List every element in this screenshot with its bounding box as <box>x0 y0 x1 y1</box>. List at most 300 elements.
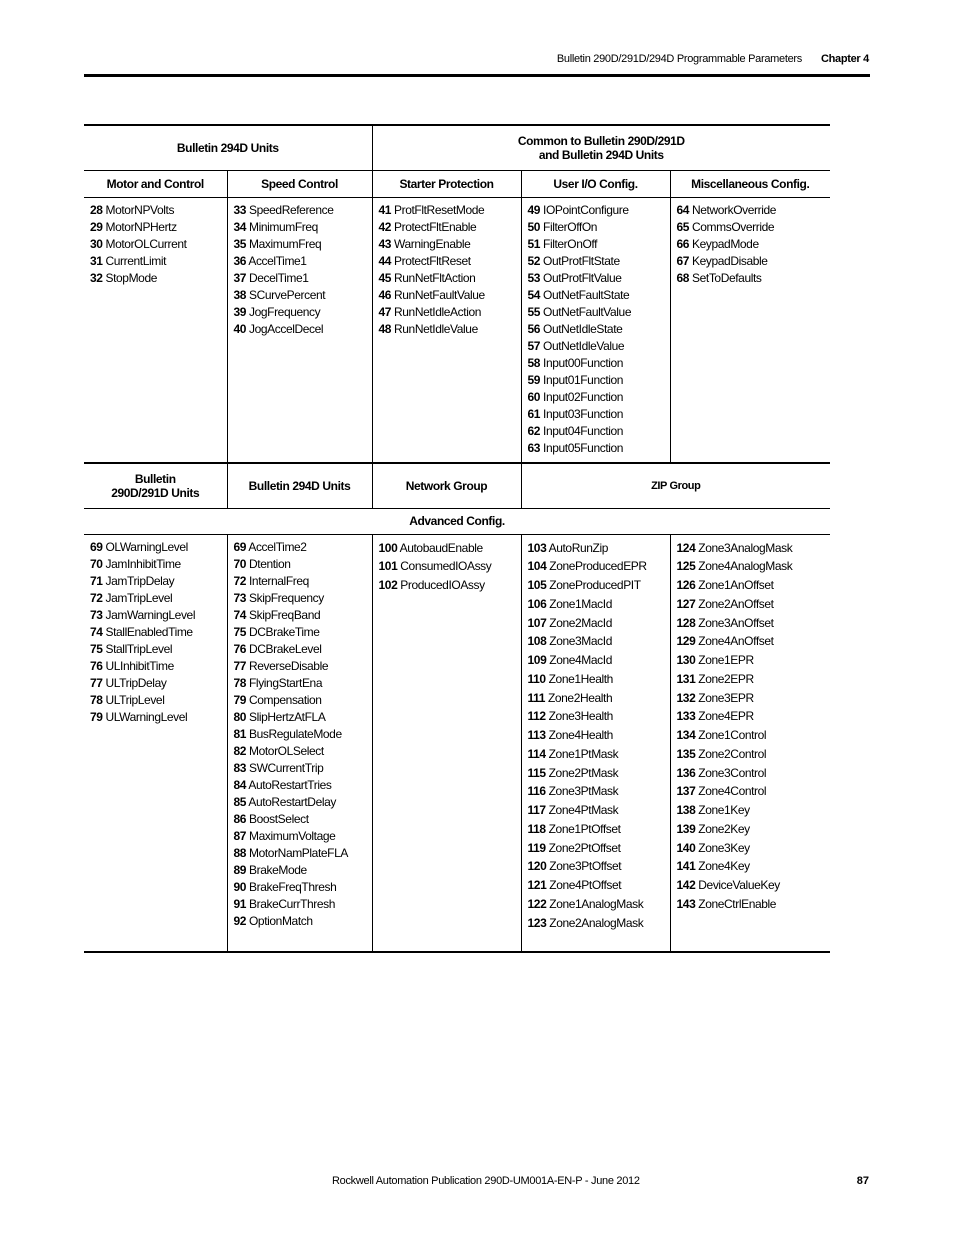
parameter-item <box>677 839 831 858</box>
parameter-name: Zone4AnOffset <box>698 634 774 649</box>
group-list-advanced-294d <box>227 534 372 952</box>
parameter-name: Zone3Key <box>698 840 750 855</box>
parameter-item <box>677 764 831 783</box>
parameter-item <box>234 287 372 304</box>
parameter-name: JamTripLevel <box>105 590 173 605</box>
parameter-number: 143 <box>676 896 696 911</box>
parameter-item <box>677 595 831 614</box>
parameter-name: Zone1MacId <box>549 596 612 611</box>
parameter-number: 73 <box>90 607 103 622</box>
parameter-item <box>677 707 831 726</box>
parameter-name: KeypadDisable <box>692 253 768 268</box>
parameter-number: 35 <box>233 236 247 251</box>
parameter-name: Zone2Health <box>547 690 613 705</box>
header-bulletin-294d-units: Bulletin 294D Units <box>84 125 372 170</box>
parameter-item <box>677 857 831 876</box>
parameter-name: ConsumedIOAssy <box>400 559 492 574</box>
parameter-number: 103 <box>527 540 547 555</box>
parameter-number: 121 <box>527 878 547 892</box>
parameter-name: StallTripLevel <box>105 641 173 656</box>
parameter-item <box>234 219 372 236</box>
parameter-name: MaximumFreq <box>249 236 322 251</box>
parameter-number: 113 <box>527 728 546 742</box>
parameter-name: OutNetFaultValue <box>543 304 632 319</box>
parameter-name: StallEnabledTime <box>105 624 193 639</box>
parameter-name: Zone1AnOffset <box>698 578 774 592</box>
parameter-item <box>379 219 521 236</box>
parameter-number: 102 <box>378 578 398 592</box>
group-list-zip-group-a <box>521 534 670 952</box>
parameter-number: 38 <box>233 287 247 302</box>
parameter-name: OutProtFltValue <box>543 270 622 285</box>
parameter-number: 101 <box>378 559 398 574</box>
parameter-number: 122 <box>527 896 547 911</box>
parameter-name: Zone4Health <box>548 728 613 742</box>
parameter-number: 45 <box>378 270 392 285</box>
parameter-item <box>528 236 670 253</box>
parameter-name: AutoRestartDelay <box>248 794 336 809</box>
parameter-name: MotorOLCurrent <box>105 236 187 251</box>
header-rule <box>84 74 870 77</box>
parameter-item <box>234 253 372 270</box>
parameter-name: Zone2PtOffset <box>548 840 621 855</box>
parameter-item <box>234 743 372 760</box>
footer-publication: Rockwell Automation Publication 290D-UM001A-EN-P - June 2012 <box>332 1175 640 1187</box>
parameter-number: 68 <box>676 270 690 285</box>
parameter-name: ULTripDelay <box>105 675 167 690</box>
parameter-name: SkipFrequency <box>249 590 324 605</box>
parameter-number: 117 <box>527 803 546 817</box>
parameter-number: 131 <box>676 671 696 686</box>
group-header-network-group: Network Group <box>372 463 521 508</box>
parameter-item <box>528 745 670 764</box>
group-header-bulletin-294d-units: Bulletin 294D Units <box>227 463 372 508</box>
parameter-item <box>234 692 372 709</box>
parameter-item <box>90 709 227 726</box>
parameter-number: 120 <box>527 859 547 874</box>
parameter-item <box>379 253 521 270</box>
parameter-name: RunNetIdleAction <box>394 304 482 319</box>
parameter-item <box>528 632 670 651</box>
parameter-number: 28 <box>90 202 103 217</box>
parameter-item <box>379 557 521 576</box>
parameter-name: Zone1Control <box>698 728 767 742</box>
parameter-item <box>677 801 831 820</box>
parameter-item <box>677 895 831 914</box>
parameter-number: 74 <box>233 607 247 622</box>
parameter-item <box>677 651 831 670</box>
parameter-item <box>234 845 372 862</box>
parameter-number: 118 <box>527 821 546 836</box>
parameter-item <box>528 321 670 338</box>
parameter-number: 63 <box>527 440 541 455</box>
parameter-name: RunNetFltAction <box>394 270 476 285</box>
parameter-item <box>677 576 831 595</box>
parameter-name: Zone1Key <box>698 803 750 817</box>
parameter-name: JogAccelDecel <box>249 321 324 336</box>
parameter-name: MotorNamPlateFLA <box>249 845 348 860</box>
parameter-groups-table <box>84 124 830 953</box>
parameter-item <box>677 557 831 576</box>
parameter-item <box>528 914 670 933</box>
parameter-number: 76 <box>233 641 247 656</box>
parameter-name: Input01Function <box>543 372 624 387</box>
parameter-name: DeviceValueKey <box>698 878 780 892</box>
parameter-item <box>234 828 372 845</box>
parameter-name: Input02Function <box>543 389 624 404</box>
parameter-number: 33 <box>233 202 247 217</box>
parameter-item <box>234 624 372 641</box>
parameter-name: Zone3PtMask <box>548 784 619 799</box>
parameter-item <box>528 389 670 406</box>
parameter-item <box>528 839 670 858</box>
parameter-item <box>528 820 670 839</box>
parameter-number: 62 <box>527 423 541 438</box>
group-list-starter-protection <box>372 197 521 463</box>
parameter-name: DCBrakeLevel <box>249 641 322 656</box>
parameter-name: BrakeMode <box>249 862 307 877</box>
parameter-item <box>234 726 372 743</box>
parameter-name: BoostSelect <box>249 811 309 826</box>
parameter-number: 105 <box>527 578 547 592</box>
parameter-item <box>90 556 227 573</box>
parameter-item <box>234 862 372 879</box>
parameter-name: CommsOverride <box>692 219 775 234</box>
parameter-name: Zone1AnalogMask <box>549 896 644 911</box>
parameter-name: Zone3Control <box>698 765 767 780</box>
parameter-item <box>234 607 372 624</box>
parameter-name: ULTripLevel <box>105 692 165 707</box>
parameter-item <box>677 614 831 633</box>
parameter-name: ZoneProducedEPR <box>549 559 647 574</box>
parameter-item <box>90 539 227 556</box>
parameter-number: 80 <box>233 709 247 724</box>
group-list-advanced-290d-291d <box>84 534 227 952</box>
parameter-name: RunNetIdleValue <box>394 321 478 336</box>
group-header-speed-control: Speed Control <box>227 170 372 197</box>
parameter-number: 71 <box>90 573 103 588</box>
parameter-number: 139 <box>676 821 696 836</box>
parameter-name: Zone3MacId <box>549 634 612 649</box>
parameter-number: 108 <box>527 634 547 649</box>
parameter-item <box>528 202 670 219</box>
parameter-name: OLWarningLevel <box>105 539 188 554</box>
parameter-name: BrakeCurrThresh <box>249 896 336 911</box>
parameter-number: 72 <box>90 590 103 605</box>
parameter-name: FilterOnOff <box>543 236 598 251</box>
parameter-number: 75 <box>90 641 103 656</box>
parameter-number: 129 <box>676 634 696 649</box>
parameter-item <box>528 689 670 708</box>
running-header-title: Bulletin 290D/291D/294D Programmable Parameters <box>556 53 802 65</box>
parameter-name: Zone4AnalogMask <box>698 559 793 574</box>
group-list-user-io-config <box>521 197 670 463</box>
parameter-number: 29 <box>90 219 103 234</box>
parameter-number: 114 <box>527 746 546 761</box>
parameter-item <box>528 895 670 914</box>
parameter-item <box>528 338 670 355</box>
parameter-number: 65 <box>676 219 690 234</box>
parameter-item <box>528 539 670 558</box>
parameter-number: 73 <box>233 590 247 605</box>
parameter-name: Zone2MacId <box>549 615 612 630</box>
parameter-number: 74 <box>90 624 103 639</box>
group-list-speed-control <box>227 197 372 463</box>
parameter-name: BusRegulateMode <box>249 726 342 741</box>
parameter-item <box>234 658 372 675</box>
parameter-item <box>528 557 670 576</box>
parameter-name: OptionMatch <box>249 913 313 928</box>
parameter-item <box>90 236 227 253</box>
parameter-number: 135 <box>676 746 696 761</box>
parameter-number: 36 <box>233 253 247 268</box>
parameter-name: OutNetIdleState <box>543 321 623 336</box>
parameter-name: FlyingStartEna <box>249 675 323 690</box>
parameter-number: 124 <box>676 540 696 555</box>
parameter-number: 140 <box>676 840 696 855</box>
parameter-number: 61 <box>527 406 541 421</box>
parameter-name: Zone3Health <box>548 709 613 724</box>
parameter-number: 41 <box>378 202 392 217</box>
parameter-number: 141 <box>676 859 696 874</box>
parameter-item <box>528 423 670 440</box>
parameter-name: Zone2Key <box>698 821 750 836</box>
parameter-item <box>234 539 372 556</box>
parameter-item <box>528 876 670 895</box>
parameter-item <box>234 709 372 726</box>
parameter-item <box>379 202 521 219</box>
parameter-item <box>90 675 227 692</box>
parameter-item <box>90 692 227 709</box>
parameter-number: 136 <box>676 765 696 780</box>
parameter-name: Zone2AnalogMask <box>549 915 644 930</box>
parameter-name: Input04Function <box>543 423 624 438</box>
parameter-number: 138 <box>676 803 696 817</box>
parameter-number: 84 <box>233 777 247 792</box>
parameter-name: ProtFltResetMode <box>394 202 485 217</box>
parameter-item <box>90 607 227 624</box>
header-common-units: Common to Bulletin 290D/291D and Bulletin 294D Units <box>372 125 830 170</box>
parameter-number: 109 <box>527 653 547 667</box>
parameter-name: Zone3EPR <box>698 690 754 705</box>
parameter-name: Zone2Control <box>698 746 767 761</box>
parameter-item <box>234 675 372 692</box>
parameter-number: 128 <box>676 615 696 630</box>
parameter-name: Zone4Key <box>698 859 750 874</box>
group-list-zip-group-b <box>670 534 830 952</box>
parameter-number: 86 <box>233 811 247 826</box>
parameter-name: JogFrequency <box>249 304 321 319</box>
parameter-name: WarningEnable <box>394 236 471 251</box>
parameter-number: 59 <box>527 372 541 387</box>
parameter-name: Input05Function <box>543 440 624 455</box>
group-header-motor-and-control: Motor and Control <box>84 170 227 197</box>
parameter-number: 37 <box>233 270 247 285</box>
group-header-misc-config: Miscellaneous Config. <box>670 170 830 197</box>
parameter-item <box>528 670 670 689</box>
parameter-number: 78 <box>233 675 247 690</box>
parameter-item <box>234 913 372 930</box>
parameter-number: 85 <box>233 794 247 809</box>
parameter-number: 43 <box>378 236 392 251</box>
parameter-name: AutoRunZip <box>548 540 608 555</box>
group-header-starter-protection: Starter Protection <box>372 170 521 197</box>
parameter-item <box>90 253 227 270</box>
parameter-name: Zone4MacId <box>549 653 612 667</box>
group-header-user-io-config: User I/O Config. <box>521 170 670 197</box>
parameter-item <box>90 202 227 219</box>
parameter-item <box>90 590 227 607</box>
parameter-name: AutobaudEnable <box>399 540 483 555</box>
parameter-number: 92 <box>233 913 247 928</box>
parameter-name: ZoneCtrlEnable <box>698 896 777 911</box>
parameter-name: Zone3PtOffset <box>549 859 622 874</box>
parameter-number: 64 <box>676 202 690 217</box>
parameter-name: MaximumVoltage <box>249 828 336 843</box>
parameter-item <box>677 782 831 801</box>
parameter-item <box>677 253 831 270</box>
parameter-name: Zone1PtOffset <box>548 821 621 836</box>
parameter-item <box>234 321 372 338</box>
parameter-item <box>379 576 521 595</box>
parameter-item <box>234 794 372 811</box>
parameter-number: 119 <box>527 840 546 855</box>
parameter-name: Zone2PtMask <box>548 765 619 780</box>
parameter-item <box>234 896 372 913</box>
parameter-name: Zone3AnalogMask <box>698 540 793 555</box>
parameter-item <box>234 641 372 658</box>
parameter-name: Dtention <box>249 556 291 571</box>
parameter-item <box>528 726 670 745</box>
parameter-number: 69 <box>90 539 103 554</box>
parameter-number: 88 <box>233 845 247 860</box>
parameter-item <box>528 440 670 457</box>
parameter-name: Input00Function <box>543 355 624 370</box>
parameter-number: 79 <box>233 692 247 707</box>
parameter-item <box>90 624 227 641</box>
group-list-misc-config <box>670 197 830 463</box>
parameter-number: 56 <box>527 321 541 336</box>
parameter-number: 127 <box>676 596 696 611</box>
parameter-item <box>234 760 372 777</box>
parameter-number: 82 <box>233 743 247 758</box>
parameter-number: 67 <box>676 253 690 268</box>
advanced-config-header: Advanced Config. <box>84 508 830 534</box>
parameter-item <box>528 707 670 726</box>
group-list-network-group <box>372 534 521 952</box>
parameter-item <box>379 304 521 321</box>
parameter-name: IOPointConfigure <box>543 202 629 217</box>
parameter-number: 83 <box>233 760 247 775</box>
parameter-item <box>234 202 372 219</box>
parameter-name: ZoneProducedPIT <box>549 578 641 592</box>
parameter-name: MinimumFreq <box>249 219 318 234</box>
parameter-item <box>234 590 372 607</box>
parameter-number: 115 <box>527 765 546 780</box>
parameter-name: OutNetIdleValue <box>543 338 625 353</box>
parameter-number: 47 <box>378 304 392 319</box>
parameter-name: MotorNPHertz <box>105 219 177 234</box>
parameter-number: 110 <box>527 671 546 686</box>
parameter-name: DCBrakeTime <box>249 624 320 639</box>
parameter-item <box>528 406 670 423</box>
parameter-item <box>677 539 831 558</box>
parameter-name: Zone1PtMask <box>548 746 619 761</box>
parameter-name: BrakeFreqThresh <box>249 879 337 894</box>
parameter-number: 49 <box>527 202 541 217</box>
parameter-item <box>234 811 372 828</box>
parameter-name: SpeedReference <box>249 202 334 217</box>
parameter-item <box>234 556 372 573</box>
parameter-number: 111 <box>527 690 546 705</box>
group-list-motor-and-control <box>84 197 227 463</box>
parameter-number: 112 <box>527 709 546 724</box>
parameter-name: InternalFreq <box>249 573 309 588</box>
parameter-item <box>234 573 372 590</box>
parameter-name: Zone3AnOffset <box>698 615 774 630</box>
parameter-name: DecelTime1 <box>249 270 309 285</box>
parameter-number: 58 <box>527 355 541 370</box>
parameter-name: KeypadMode <box>692 236 759 251</box>
parameter-item <box>677 270 831 287</box>
parameter-name: Zone2EPR <box>698 671 754 686</box>
parameter-number: 137 <box>676 784 696 799</box>
parameter-number: 77 <box>233 658 247 673</box>
parameter-number: 90 <box>233 879 247 894</box>
parameter-name: ProtectFltEnable <box>394 219 477 234</box>
parameter-name: Zone4PtOffset <box>549 878 622 892</box>
parameter-item <box>528 782 670 801</box>
parameter-item <box>677 632 831 651</box>
parameter-number: 107 <box>527 615 547 630</box>
parameter-number: 78 <box>90 692 103 707</box>
parameter-name: SCurvePercent <box>249 287 326 302</box>
parameter-name: NetworkOverride <box>692 202 777 217</box>
parameter-name: Compensation <box>249 692 322 707</box>
group-header-zip-group: ZIP Group <box>521 463 830 508</box>
parameter-number: 106 <box>527 596 547 611</box>
parameter-number: 116 <box>527 784 546 799</box>
parameter-number: 48 <box>378 321 392 336</box>
parameter-item <box>528 651 670 670</box>
parameter-item <box>528 219 670 236</box>
footer-page-number: 87 <box>856 1175 869 1187</box>
parameter-name: ULInhibitTime <box>105 658 174 673</box>
parameter-name: Zone4EPR <box>698 709 754 724</box>
parameter-number: 42 <box>378 219 392 234</box>
parameter-number: 52 <box>527 253 541 268</box>
parameter-number: 104 <box>527 559 547 574</box>
parameter-item <box>90 270 227 287</box>
parameter-number: 34 <box>233 219 247 234</box>
parameter-name: Zone1Health <box>548 671 613 686</box>
parameter-name: OutNetFaultState <box>543 287 630 302</box>
parameter-number: 57 <box>527 338 541 353</box>
parameter-number: 69 <box>233 539 247 554</box>
parameter-number: 46 <box>378 287 392 302</box>
parameter-number: 132 <box>676 690 696 705</box>
parameter-item <box>528 253 670 270</box>
parameter-name: ProducedIOAssy <box>400 578 485 592</box>
parameter-number: 60 <box>527 389 541 404</box>
parameter-number: 54 <box>527 287 541 302</box>
group-header-bulletin-290d-291d-units: Bulletin 290D/291D Units <box>84 463 227 508</box>
parameter-item <box>379 539 521 558</box>
parameter-name: Zone1EPR <box>698 653 754 667</box>
parameter-name: AccelTime1 <box>248 253 307 268</box>
parameter-number: 123 <box>527 915 547 930</box>
parameter-number: 72 <box>233 573 247 588</box>
